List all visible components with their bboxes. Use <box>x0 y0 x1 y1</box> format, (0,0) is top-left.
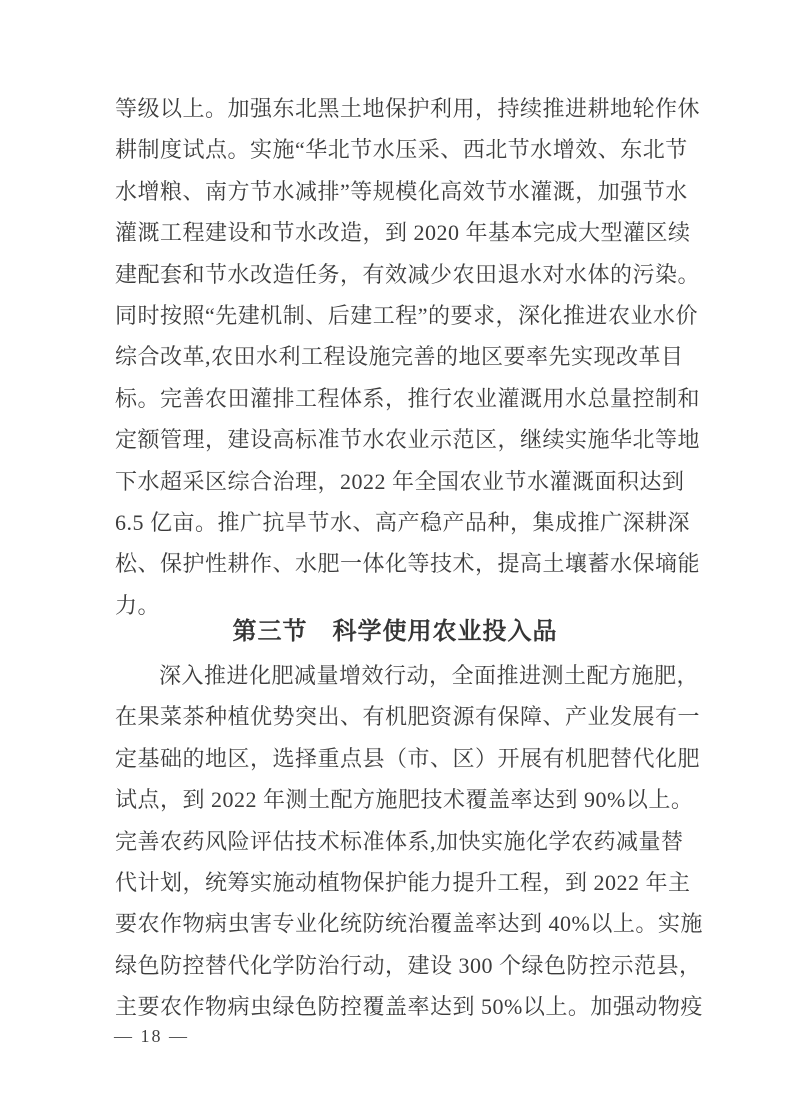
body-text-line: 松、保护性耕作、水肥一体化等技术，提高土壤蓄水保墒能 <box>115 551 701 577</box>
body-text-line: 6.5 亿亩。推广抗旱节水、高产稳产品种，集成推广深耕深 <box>115 509 691 535</box>
page-number: — 18 — <box>114 1026 189 1046</box>
body-text-line: 耕制度试点。实施“华北节水压采、西北节水增效、东北节 <box>115 137 688 163</box>
body-text-line: 代计划，统筹实施动植物保护能力提升工程，到 2022 年主 <box>115 869 691 895</box>
body-text-line: 定基础的地区，选择重点县（市、区）开展有机肥替代化肥 <box>115 745 701 771</box>
body-text-line: 下水超采区综合治理，2022 年全国农业节水灌溉面积达到 <box>115 468 685 494</box>
body-text-line: 水增粮、南方节水减排”等规模化高效节水灌溉，加强节水 <box>115 178 688 204</box>
body-text-line: 绿色防控替代化学防治行动，建设 300 个绿色防控示范县， <box>115 952 702 978</box>
body-text-line: 在果菜茶种植优势突出、有机肥资源有保障、产业发展有一 <box>115 704 701 730</box>
body-text-line: 力。 <box>115 592 161 618</box>
section-heading: 第三节 科学使用农业投入品 <box>232 619 558 645</box>
body-text-line: 等级以上。加强东北黑土地保护利用，持续推进耕地轮作休 <box>115 96 701 121</box>
body-text-line: 定额管理，建设高标准节水农业示范区，继续实施华北等地 <box>115 427 701 453</box>
body-text-line: 深入推进化肥减量增效行动，全面推进测土配方施肥， <box>159 663 700 688</box>
body-paragraph-continuation <box>115 88 701 626</box>
body-text-line: 要农作物病虫害专业化统防统治覆盖率达到 40%以上。实施 <box>115 911 703 937</box>
body-text-line: 同时按照“先建机制、后建工程”的要求，深化推进农业水价 <box>115 302 699 328</box>
body-paragraph <box>115 655 703 1028</box>
body-text-line: 灌溉工程建设和节水改造，到 2020 年基本完成大型灌区续 <box>115 220 691 246</box>
body-text-line: 主要农作物病虫绿色防控覆盖率达到 50%以上。加强动物疫 <box>115 994 703 1020</box>
body-text-line: 完善农药风险评估技术标准体系,加快实施化学农药减量替 <box>115 828 684 854</box>
body-text-line: 标。完善农田灌排工程体系，推行农业灌溉用水总量控制和 <box>115 385 701 411</box>
body-text-line: 综合改革,农田水利工程设施完善的地区要率先实现改革目 <box>115 344 684 370</box>
body-text-line: 试点，到 2022 年测土配方施肥技术覆盖率达到 90%以上。 <box>115 787 694 813</box>
body-text-line: 建配套和节水改造任务，有效减少农田退水对水体的污染。 <box>115 261 701 287</box>
